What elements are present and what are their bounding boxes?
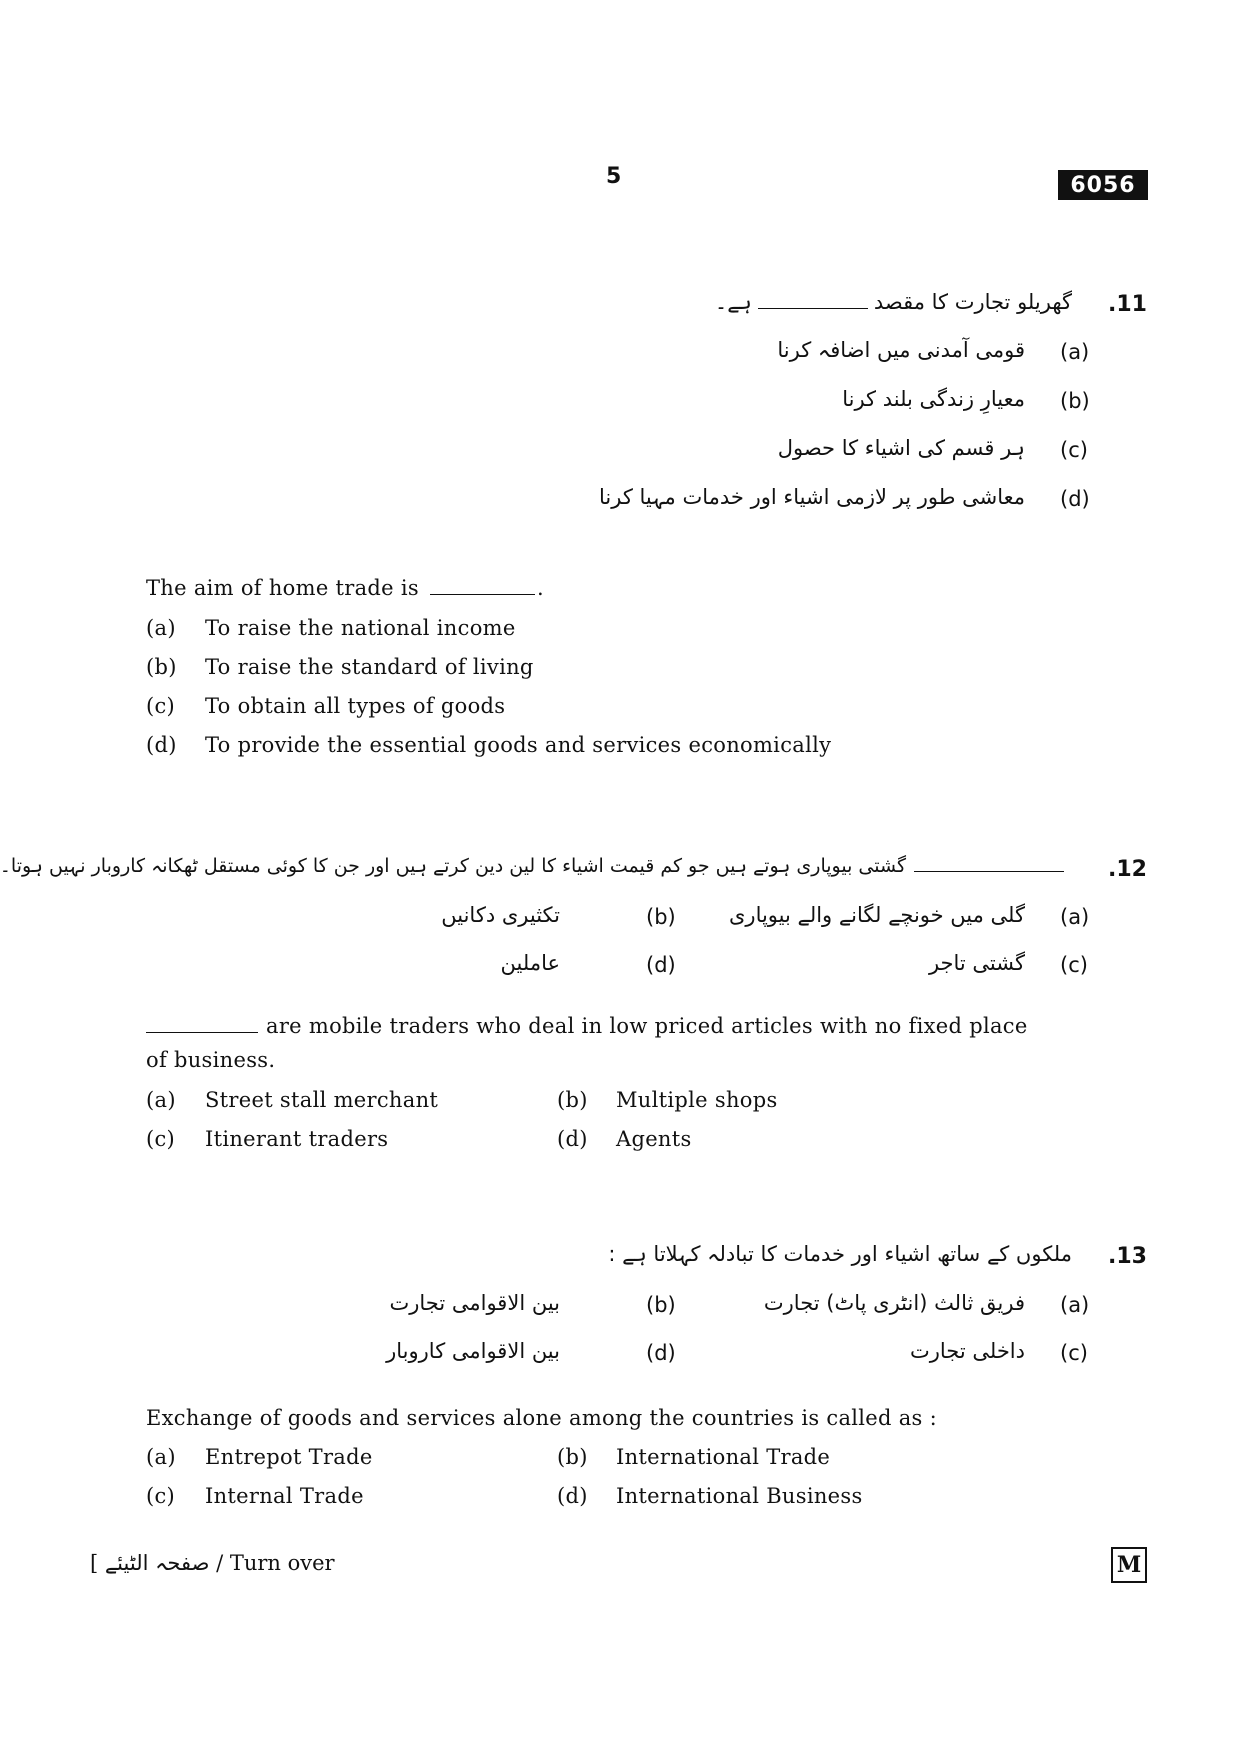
q13-number: .13 xyxy=(1108,1244,1147,1269)
q13-urdu-option-label: (c) xyxy=(1060,1341,1088,1365)
q11-urdu-option-text: قومی آمدنی میں اضافہ کرنا xyxy=(777,338,1025,362)
q12-en-option-label: (c) xyxy=(146,1127,176,1151)
paper-code-badge: 6056 xyxy=(1058,170,1148,200)
q13-urdu-option-text: داخلی تجارت xyxy=(909,1339,1025,1363)
q12-urdu-option-label: (a) xyxy=(1060,905,1090,929)
q11-urdu-option-text: ہر قسم کی اشیاء کا حصول xyxy=(777,436,1025,460)
turn-over-note: [ صفحہ الٹیئے / Turn over xyxy=(90,1551,335,1575)
q12-urdu-stem-text: گشتی بیوپاری ہوتے ہیں جو کم قیمت اشیاء کا لین دین کرتے ہیں اور جن کا کوئی مستقل ٹھکانہ کاروبار نہیں ہوتا۔ xyxy=(0,855,906,877)
q13-en-option-text: Internal Trade xyxy=(205,1484,364,1508)
q12-en-option-label: (a) xyxy=(146,1088,176,1112)
q11-en-option-label: (a) xyxy=(146,616,176,640)
q11-urdu-option-label: (c) xyxy=(1060,438,1088,462)
q12-en-option-label: (b) xyxy=(557,1088,588,1112)
q13-en-option-label: (c) xyxy=(146,1484,176,1508)
q12-en-option-text: Street stall merchant xyxy=(205,1088,439,1112)
q12-urdu-option-text: عاملین xyxy=(500,951,560,975)
q12-en-option-label: (d) xyxy=(557,1127,588,1151)
q12-urdu-blank xyxy=(914,871,1064,872)
q12-urdu-option-text: گشتی تاجر xyxy=(928,951,1025,975)
q12-english-stem-text: are mobile traders who deal in low priced articles with no fixed place xyxy=(266,1014,1028,1038)
q11-english-blank xyxy=(430,594,535,595)
q13-en-option-label: (a) xyxy=(146,1445,176,1469)
q11-urdu-stem-after: ہے۔ xyxy=(714,290,752,314)
q12-en-option-text: Itinerant traders xyxy=(205,1127,389,1151)
q13-english-stem: Exchange of goods and services alone among the countries is called as : xyxy=(146,1406,937,1430)
q12-urdu-option-text: گلی میں خونچے لگانے والے بیوپاری xyxy=(728,903,1025,927)
q11-en-option-text: To obtain all types of goods xyxy=(205,694,506,718)
q13-urdu-option-text: فریق ثالث (انٹری پاٹ) تجارت xyxy=(763,1291,1025,1315)
q12-english-blank xyxy=(146,1032,258,1033)
q13-en-option-text: Entrepot Trade xyxy=(205,1445,373,1469)
q12-urdu-stem xyxy=(0,855,1072,877)
q11-urdu-option-label: (d) xyxy=(1060,487,1090,511)
q13-en-option-text: International Business xyxy=(616,1484,863,1508)
q13-en-option-label: (b) xyxy=(557,1445,588,1469)
q12-english-stem-line2: of business. xyxy=(146,1048,276,1072)
q11-urdu-option-text: معاشی طور پر لازمی اشیاء اور خدمات مہیا کرنا xyxy=(599,485,1025,509)
q13-urdu-option-label: (d) xyxy=(646,1341,676,1365)
q13-en-option-label: (d) xyxy=(557,1484,588,1508)
q11-english-stem-text: The aim of home trade is xyxy=(146,576,419,600)
q11-urdu-blank xyxy=(758,308,868,309)
q13-urdu-stem: ملکوں کے ساتھ اشیاء اور خدمات کا تبادلہ کہلاتا ہے : xyxy=(608,1242,1072,1266)
q11-en-option-label: (d) xyxy=(146,733,177,757)
q11-en-option-label: (b) xyxy=(146,655,177,679)
medium-marker-box: M xyxy=(1111,1547,1147,1583)
q11-number: .11 xyxy=(1108,292,1147,317)
q11-urdu-option-label: (a) xyxy=(1060,340,1090,364)
q11-en-option-text: To raise the standard of living xyxy=(205,655,534,679)
q12-english-stem-line1 xyxy=(146,1014,1028,1038)
q13-urdu-option-label: (a) xyxy=(1060,1293,1090,1317)
q11-urdu-option-label: (b) xyxy=(1060,389,1090,413)
q11-en-option-text: To raise the national income xyxy=(205,616,516,640)
q12-urdu-option-label: (c) xyxy=(1060,953,1088,977)
q11-english-stem: The aim of home trade is . xyxy=(146,576,544,600)
q12-urdu-option-label: (b) xyxy=(646,905,676,929)
q12-en-option-text: Multiple shops xyxy=(616,1088,778,1112)
page-number: 5 xyxy=(606,164,622,189)
q11-urdu-stem xyxy=(715,290,1072,314)
q13-en-option-text: International Trade xyxy=(616,1445,831,1469)
q12-en-option-text: Agents xyxy=(616,1127,692,1151)
q11-urdu-stem-before: گھریلو تجارت کا مقصد xyxy=(873,290,1072,314)
q11-urdu-option-text: معیارِ زندگی بلند کرنا xyxy=(842,387,1025,411)
q11-en-option-text: To provide the essential goods and services economically xyxy=(205,733,832,757)
q11-en-option-label: (c) xyxy=(146,694,176,718)
q13-urdu-option-text: بین الاقوامی تجارت xyxy=(389,1291,560,1315)
q12-urdu-option-text: تکثیری دکانیں xyxy=(441,903,560,927)
q12-number: .12 xyxy=(1108,857,1147,882)
q13-urdu-option-text: بین الاقوامی کاروبار xyxy=(386,1339,560,1363)
q12-urdu-option-label: (d) xyxy=(646,953,676,977)
q13-urdu-option-label: (b) xyxy=(646,1293,676,1317)
